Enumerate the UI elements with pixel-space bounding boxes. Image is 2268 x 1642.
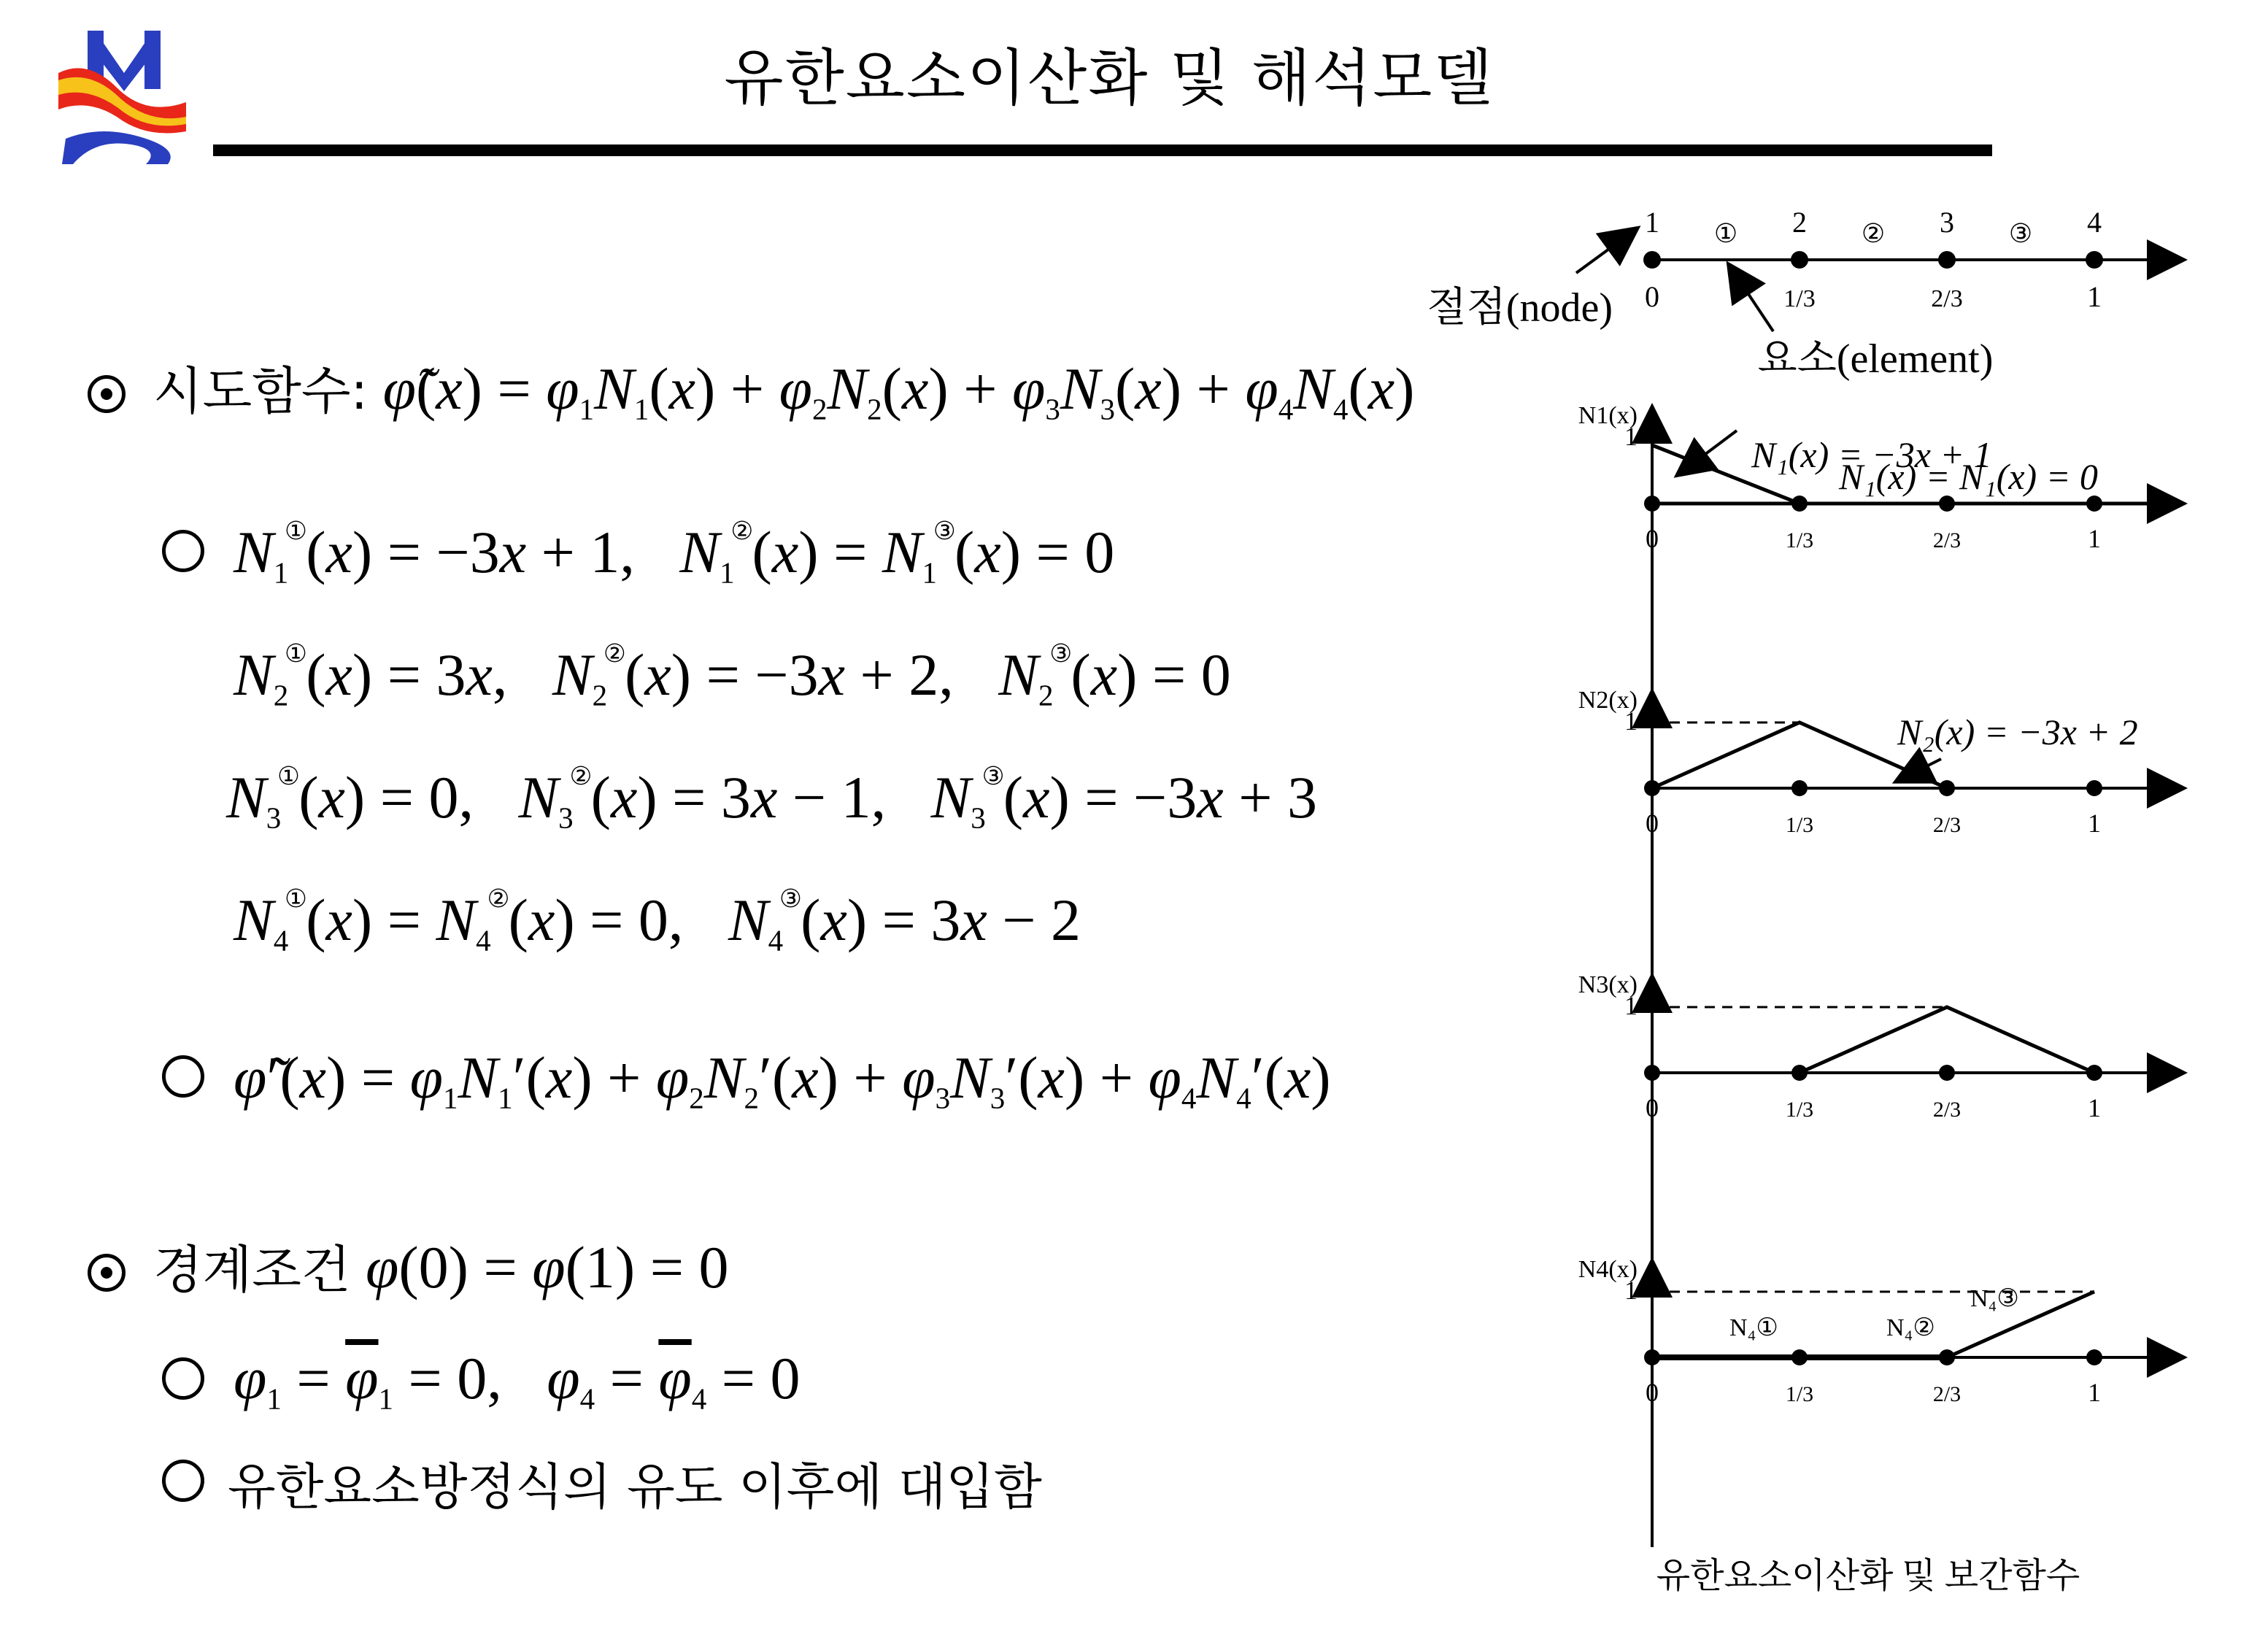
mesh-line [1427,206,2182,382]
node-number: 3 [1940,206,1954,239]
svg-text:N₁(x) = N₁(x) = 0: N₁(x) = N₁(x) = 0 [1839,456,2098,497]
tick-label: 1 [2087,280,2102,313]
bullet-dot-icon [88,1254,126,1292]
tick-label: 0 [1646,1378,1659,1407]
title-underline [213,144,1992,156]
mesh-node [1938,251,1956,269]
axis-label: N3(x) [1578,971,1638,998]
tick-label: 1 [2088,524,2101,553]
tick-label: 0 [1645,280,1659,313]
mesh-node [1791,251,1808,269]
tick-label: 2/3 [1932,1098,1962,1122]
bullet-ring-icon [162,530,204,572]
bullet-ring-icon [162,1357,204,1400]
bullet-dot-icon [88,375,126,413]
boundary-label: 경계조건 [153,1240,351,1300]
tick-label: 2/3 [1931,285,1963,312]
tick-label: 1 [2088,809,2101,838]
tick-label: 1/3 [1785,813,1814,837]
tick-label: 0 [1646,524,1659,553]
tick-label: 1/3 [1783,285,1816,312]
tick-label: 1/3 [1785,1098,1814,1122]
plot-n1 [1578,402,2182,693]
bullet-ring-icon [162,1460,204,1502]
svg-text:N₁(x) = −3x + 1: N₁(x) = −3x + 1 [1751,434,1992,475]
axis-one-label: 1 [1624,706,1638,736]
axis-one-label: 1 [1624,422,1638,451]
svg-text:N₄①: N₄① [1729,1314,1778,1341]
tick-label: 2/3 [1932,1382,1962,1406]
node-label: 절점(node) [1427,285,1613,331]
mesh-node [2086,251,2103,269]
svg-text:N₄③: N₄③ [1970,1285,2019,1312]
element-number: ① [1713,219,1738,248]
bullet-ring-icon [162,1055,204,1098]
node-number: 4 [2087,206,2102,239]
shape-function-n4: $N_4^①(x) = N_4^②(x) = 0$, $N_4^③(x) = 3x - 2$ [234,885,1081,957]
page-title: 유한요소이산화 및 해석모델 [724,42,1494,114]
plot-n4 [1578,1256,2182,1547]
node-number: 2 [1792,206,1807,239]
axis-label: N1(x) [1578,402,1638,429]
shape-function-n1: $N_1^①(x) = -3x + 1$, $N_1^②(x) = N_1^③(x) = 0$ [234,517,1115,590]
tick-label: 0 [1646,809,1659,838]
element-number: ③ [2008,219,2033,248]
tick-label: 1/3 [1785,1382,1814,1406]
trial-function-label: 시도함수: [153,361,369,421]
discretization-diagram [1386,197,2218,1627]
element-label: 요소(element) [1757,336,1994,382]
axis-one-label: 1 [1624,1276,1638,1305]
tick-label: 1 [2088,1093,2101,1122]
figure-caption: 유한요소이산화 및 보간함수 [1656,1557,2080,1595]
trial-function-equation: 시도함수: φ̃(x) = $\varphi_1N_1(x) + \varphi_2N_2(x) + \varphi_3N_3(x) + \varphi_4N_4(x)$ [153,355,1415,426]
derivative-equation: φ̃′(x) = $\varphi_1N_1'(x) + \varphi_2N_2'(x) + \varphi_3N_3'(x) + \varphi_4N_4'(x)$ [234,1044,1331,1115]
svg-text:N₄②: N₄② [1886,1314,1935,1341]
plot-n2 [1578,687,2182,978]
shape-function-n3: $N_3^①(x) = 0$, $N_3^②(x) = 3x - 1$, $N_3^③(x) = -3x + 3$ [226,763,1317,835]
axis-one-label: 1 [1624,991,1638,1020]
axis-label: N2(x) [1578,687,1638,714]
element-number: ② [1861,219,1886,248]
tick-label: 2/3 [1932,813,1962,837]
boundary-values-equation: $\varphi_1 = \overline{\varphi}_1 = 0$, $\varphi_4 = \overline{\varphi}_4 = 0$ [234,1345,801,1416]
plot-n3 [1578,971,2182,1263]
svg-text:N₂(x) = −3x + 2: N₂(x) = −3x + 2 [1897,712,2138,752]
shape-function-n2: $N_2^①(x) = 3x$, $N_2^②(x) = -3x + 2$, $N_2^③(x) = 0$ [234,640,1231,712]
boundary-condition-equation: 경계조건 φ(0) = φ(1) = 0 [153,1234,729,1300]
axis-label: N4(x) [1578,1256,1638,1283]
tick-label: 0 [1646,1093,1659,1122]
substitution-note: 유한요소방정식의 유도 이후에 대입함 [228,1459,1042,1516]
tick-label: 2/3 [1932,528,1962,552]
tick-label: 1 [2088,1378,2101,1407]
mesh-node [1643,251,1661,269]
node-number: 1 [1645,206,1659,239]
tick-label: 1/3 [1785,528,1814,552]
